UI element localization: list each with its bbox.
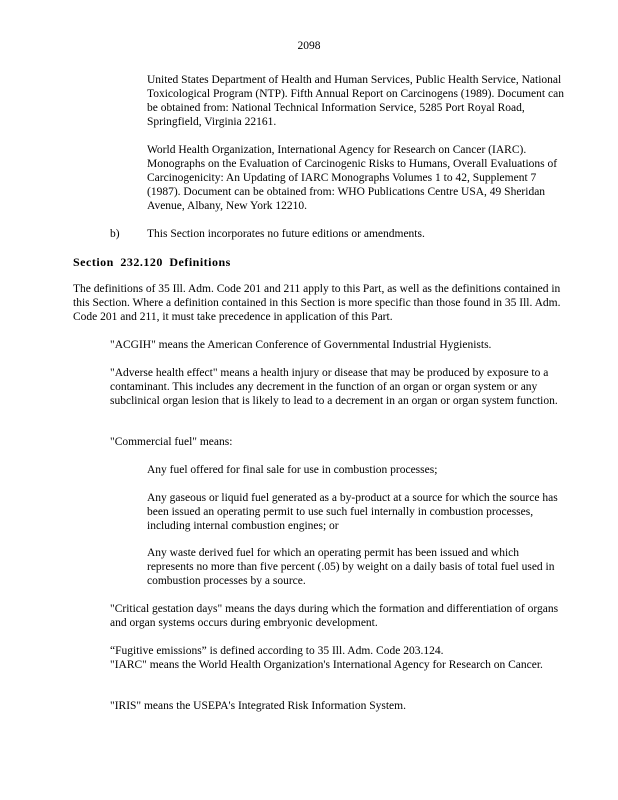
reference-hhs: United States Department of Health and Human Services, Public Health Service, National Toxicological Program (NTP). Fifth Annual Report on Carcinogens (1989). Document can be obtained from: National Technical Information Service, 5285 Port Royal Road, Springfield, Virginia 22161. bbox=[147, 74, 564, 128]
commercial-fuel-item-1: Any fuel offered for final sale for use in combustion processes; bbox=[147, 464, 438, 476]
definition-iris: "IRIS" means the USEPA's Integrated Risk Information System. bbox=[110, 700, 406, 712]
item-b-label: b) bbox=[110, 228, 120, 240]
commercial-fuel-item-3: Any waste derived fuel for which an operating permit has been issued and which represents no more than five percent (.05) by weight on a daily basis of total fuel used in combustion processes by a source. bbox=[147, 547, 555, 587]
definition-commercial-fuel: "Commercial fuel" means: bbox=[110, 436, 233, 448]
item-b-text: This Section incorporates no future editions or amendments. bbox=[147, 228, 425, 240]
reference-who: World Health Organization, International Agency for Research on Cancer (IARC). Monographs on the Evaluation of Carcinogenic Risks to Humans, Overall Evaluations of Carcinogenicity: An Updating of IARC Monographs Volumes 1 to 42, Supplement 7 (1987). Document can be obtained from: WHO Publications Centre USA, 49 Sheridan Avenue, Albany, New York 12210. bbox=[147, 144, 558, 212]
definition-iarc: "IARC" means the World Health Organization's International Agency for Research on Cancer. bbox=[110, 659, 543, 671]
page-number: 2098 bbox=[297, 40, 321, 52]
commercial-fuel-item-2: Any gaseous or liquid fuel generated as a by-product at a source for which the source has been issued an operating permit to use such fuel internally in combustion processes, including internal combustion engines; or bbox=[147, 492, 558, 532]
section-heading: Section 232.120 Definitions bbox=[73, 255, 231, 269]
definition-acgih: "ACGIH" means the American Conference of Governmental Industrial Hygienists. bbox=[110, 339, 492, 351]
definition-adverse-health-effect: "Adverse health effect" means a health injury or disease that may be produced by exposure to a contaminant. This includes any decrement in the function of an organ or organ system or any subclinical organ lesion that is likely to lead to a decrement in an organ or organ system function. bbox=[110, 367, 558, 407]
definition-critical-gestation-days: "Critical gestation days" means the days during which the formation and differentiation of organs and organ systems occurs during embryonic development. bbox=[110, 603, 559, 629]
definition-fugitive-emissions: “Fugitive emissions” is defined according to 35 Ill. Adm. Code 203.124. bbox=[110, 645, 444, 657]
section-intro: The definitions of 35 Ill. Adm. Code 201 and 211 apply to this Part, as well as the definitions contained in this Section. Where a definition contained in this Section is more specific than those found in 35 Ill. Adm. Code 201 and 211, it must take precedence in application of this Part. bbox=[73, 283, 561, 323]
